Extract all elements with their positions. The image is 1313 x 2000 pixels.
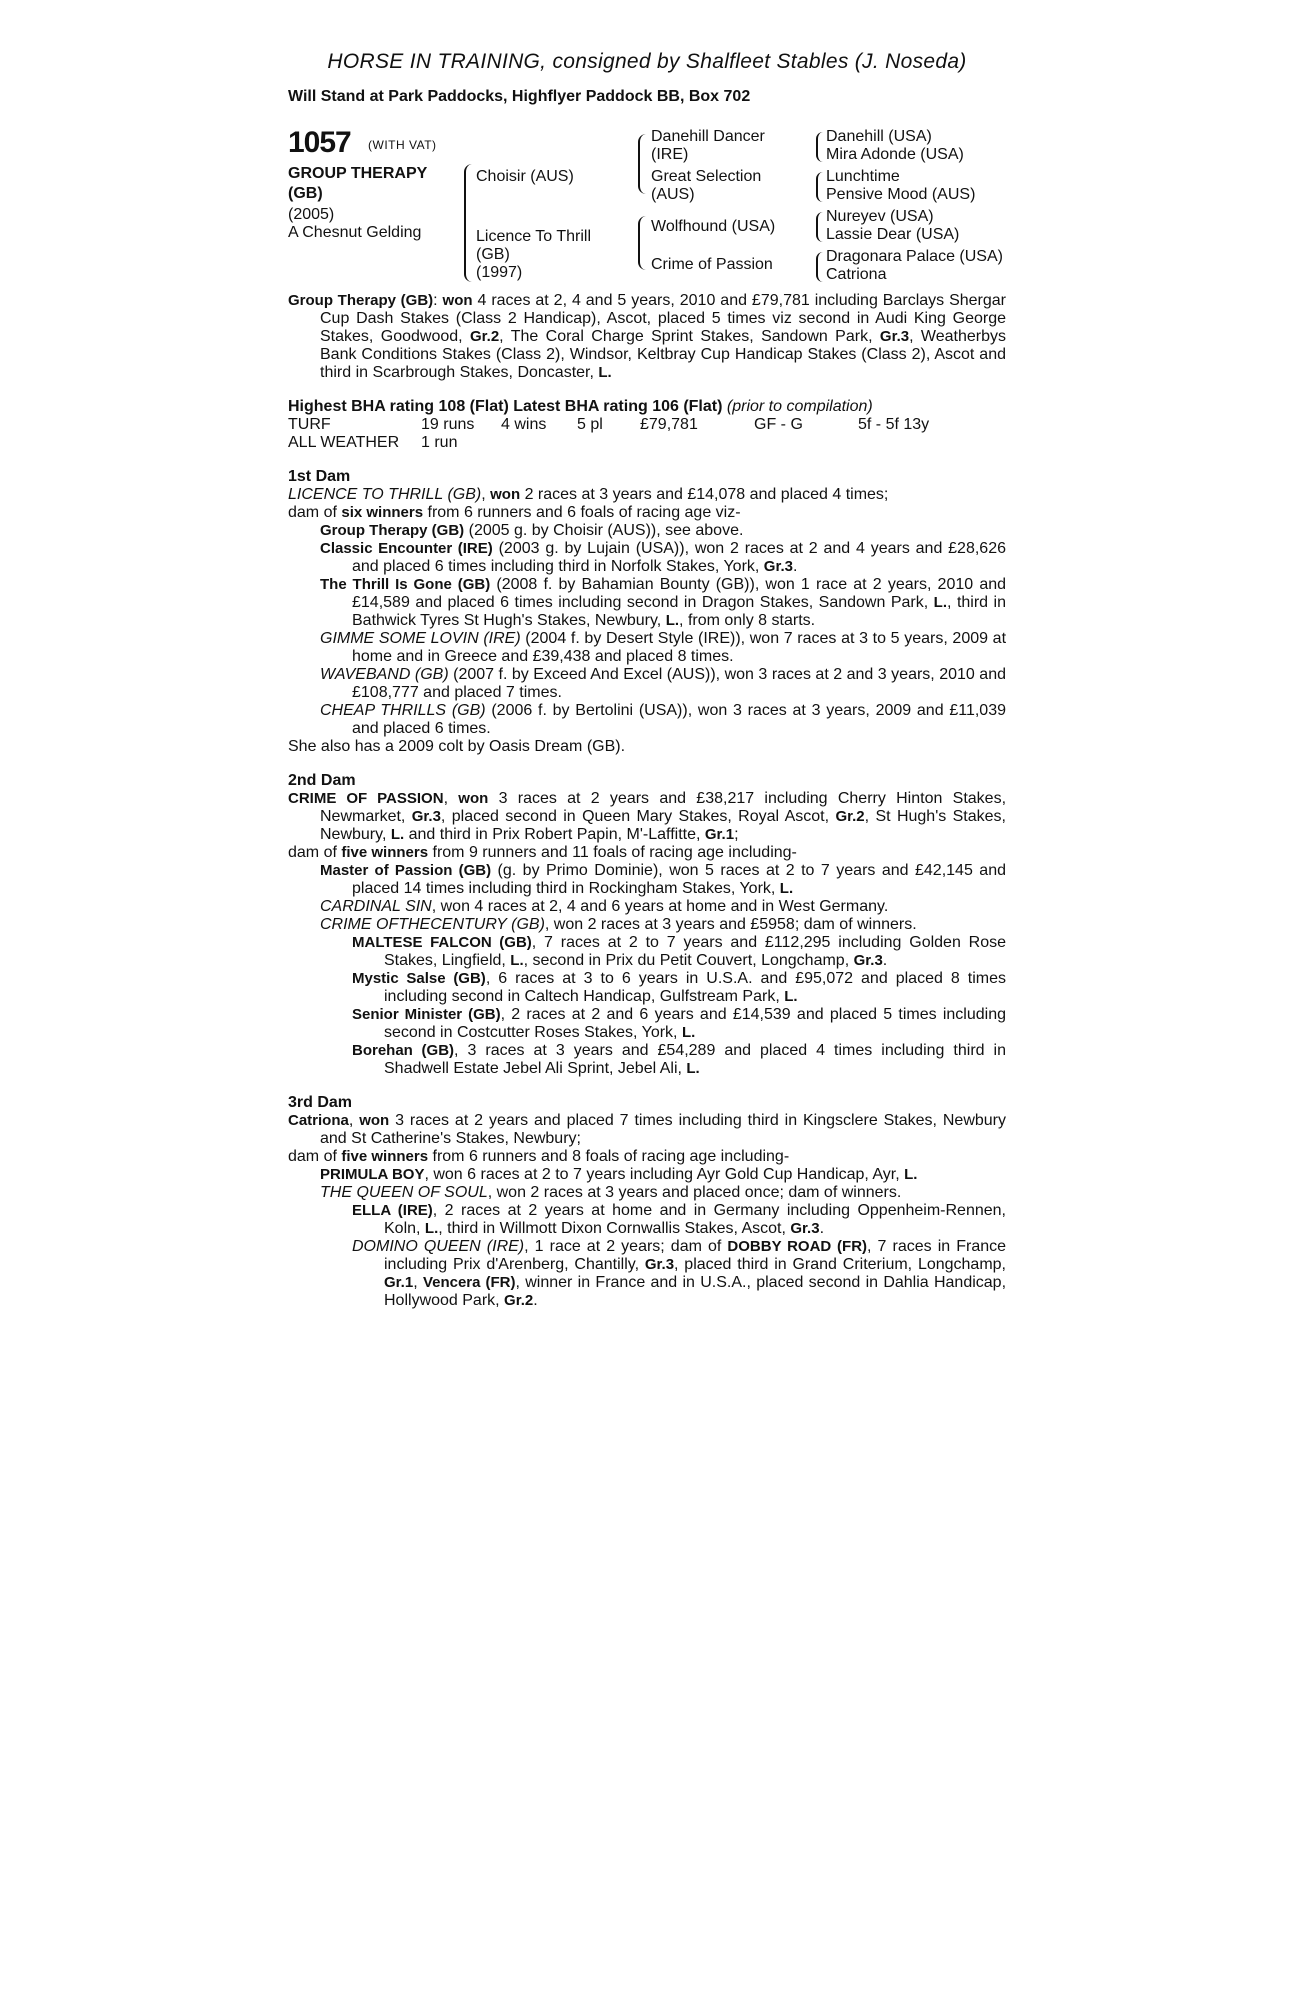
pedigree-sire-dam: Great Selection (AUS) [651,168,762,203]
pedigree-g3-2: Lunchtime Pensive Mood (AUS) [826,168,976,203]
rating-block: Highest BHA rating 108 (Flat) Latest BHA rating 106 (Flat) (prior to compilation) TURF 19 runs 4 wins 5 pl £79,781 GF - G 5f - 5f 13y ALL WEATHER 1 run [288,398,1006,452]
horse-name: GROUP THERAPY (GB) [288,165,428,202]
pedigree-g3-3: Nureyev (USA) Lassie Dear (USA) [826,208,960,243]
lot-block [288,126,1006,283]
horse-details: (2005) A Chesnut Gelding [288,206,422,241]
bracket-2 [816,172,823,202]
pedigree-sire: Choisir (AUS) [476,168,574,185]
race-summary: Group Therapy (GB): won 4 races at 2, 4 and 5 years, 2010 and £79,781 including Barclays Shergar Cup Dash Stakes (Class 2 Handicap), Ascot, placed 5 times viz second in Audi King George Stakes, Goodwood, Gr.2, The Coral Charge Sprint Stakes, Sandown Park, Gr.3, Weatherbys Bank Conditions Stakes (Class 2), Windsor, Keltbray Cup Handicap Stakes (Class 2), Ascot and third in Scarbrough Stakes, Doncaster, L. [288,292,1007,381]
pedigree-g3-1: Danehill (USA) Mira Adonde (USA) [826,128,964,163]
first-dam-title: 1st Dam [288,468,351,485]
second-dam-section: CRIME OF PASSION, won 3 races at 2 years and £38,217 including Cherry Hinton Stakes, Newmarket, Gr.3, placed second in Queen Mary Stakes, Royal Ascot, Gr.2, St Hugh's Stakes, Newbury, L. and third in Prix Robert Papin, M'-Laffitte, Gr.1; dam of five winners from 9 runners and 11 foals of racing age including- Master of Passion (GB) (g. by Primo Dominie), won 5 races at 2 to 7 years and £42,145 and placed 14 times including third in Rockingham Stakes, York, L. CARDINAL SIN, won 4 races at 2, 4 and 6 years at home and in West Germany. CRIME OFTHECENTURY (GB), won 2 races at 3 years and £5958; dam of winners. MALTESE FALCON (GB), 7 races at 2 to 7 years and £112,295 including Golden Rose Stakes, Lingfield, L., second in Prix du Petit Couvert, Longchamp, Gr.3. Mystic Salse (GB), 6 races at 3 to 6 years in U.S.A. and £95,072 and placed 8 times including second in Caltech Handicap, Gulfstream Park, L. Senior Minister (GB), 2 races at 2 and 6 years and £14,539 and placed 5 times including second in Costcutter Roses Stakes, York, L. Borehan (GB), 3 races at 3 years and £54,289 and placed 4 times including third in Shadwell Estate Jebel Ali Sprint, Jebel Ali, L. [288,790,1007,1077]
bracket-3 [816,212,823,242]
sire-dam-bracket [464,164,474,282]
pedigree-g3-4: Dragonara Palace (USA) Catriona [826,248,1003,283]
consignor-header: HORSE IN TRAINING, consigned by Shalfleet Stables (J. Noseda) [327,50,967,73]
catalogue-page [288,50,1006,1310]
pedigree-dam-sire: Wolfhound (USA) [651,218,776,235]
lot-number: 1057 [288,126,351,159]
pedigree-dam: Licence To Thrill (GB) (1997) [476,228,592,281]
sire-line-bracket [638,134,646,194]
second-dam-title: 2nd Dam [288,772,356,789]
stand-location: Will Stand at Park Paddocks, Highflyer Paddock BB, Box 702 [288,88,751,105]
third-dam-section: Catriona, won 3 races at 2 years and placed 7 times including third in Kingsclere Stakes, Newbury and St Catherine's Stakes, Newbury; dam of five winners from 6 runners and 8 foals of racing age including- PRIMULA BOY, won 6 races at 2 to 7 years including Ayr Gold Cup Handicap, Ayr, L. THE QUEEN OF SOUL, won 2 races at 3 years and placed once; dam of winners. ELLA (IRE), 2 races at 2 years at home and in Germany including Oppenheim-Rennen, Koln, L., third in Willmott Dixon Cornwallis Stakes, Ascot, Gr.3. DOMINO QUEEN (IRE), 1 race at 2 years; dam of DOBBY ROAD (FR), 7 races in France including Prix d'Arenberg, Chantilly, Gr.3, placed third in Grand Criterium, Longchamp, Gr.1, Vencera (FR), winner in France and in U.S.A., placed second in Dahlia Handicap, Hollywood Park, Gr.2. [288,1112,1007,1309]
bracket-1 [816,132,823,162]
dam-line-bracket [638,216,646,270]
pedigree-sire-sire: Danehill Dancer (IRE) [651,128,765,163]
racing-record: TURF 19 runs 4 wins 5 pl £79,781 GF - G 5f - 5f 13y ALL WEATHER 1 run [288,416,930,451]
bracket-4 [816,252,823,282]
third-dam-title: 3rd Dam [288,1094,353,1111]
pedigree-dam-dam: Crime of Passion [651,256,773,273]
first-dam-section: LICENCE TO THRILL (GB), won 2 races at 3 years and £14,078 and placed 4 times; dam of six winners from 6 runners and 6 foals of racing age viz- Group Therapy (GB) (2005 g. by Choisir (AUS)), see above. Classic Encounter (IRE) (2003 g. by Lujain (USA)), won 2 races at 2 and 4 years and £28,626 and placed 6 times including third in Norfolk Stakes, York, Gr.3. The Thrill Is Gone (GB) (2008 f. by Bahamian Bounty (GB)), won 1 race at 2 years, 2010 and £14,589 and placed 6 times including second in Dragon Stakes, Sandown Park, L., third in Bathwick Tyres St Hugh's Stakes, Newbury, L., from only 8 starts. GIMME SOME LOVIN (IRE) (2004 f. by Desert Style (IRE)), won 7 races at 3 to 5 years, 2009 at home and in Greece and £39,438 and placed 8 times. WAVEBAND (GB) (2007 f. by Exceed And Excel (AUS)), won 3 races at 2 and 3 years, 2010 and £108,777 and placed 7 times. CHEAP THRILLS (GB) (2006 f. by Bertolini (USA)), won 3 races at 3 years, 2009 and £11,039 and placed 6 times. She also has a 2009 colt by Oasis Dream (GB). [288,486,1007,755]
vat-note: (WITH VAT) [368,138,437,152]
